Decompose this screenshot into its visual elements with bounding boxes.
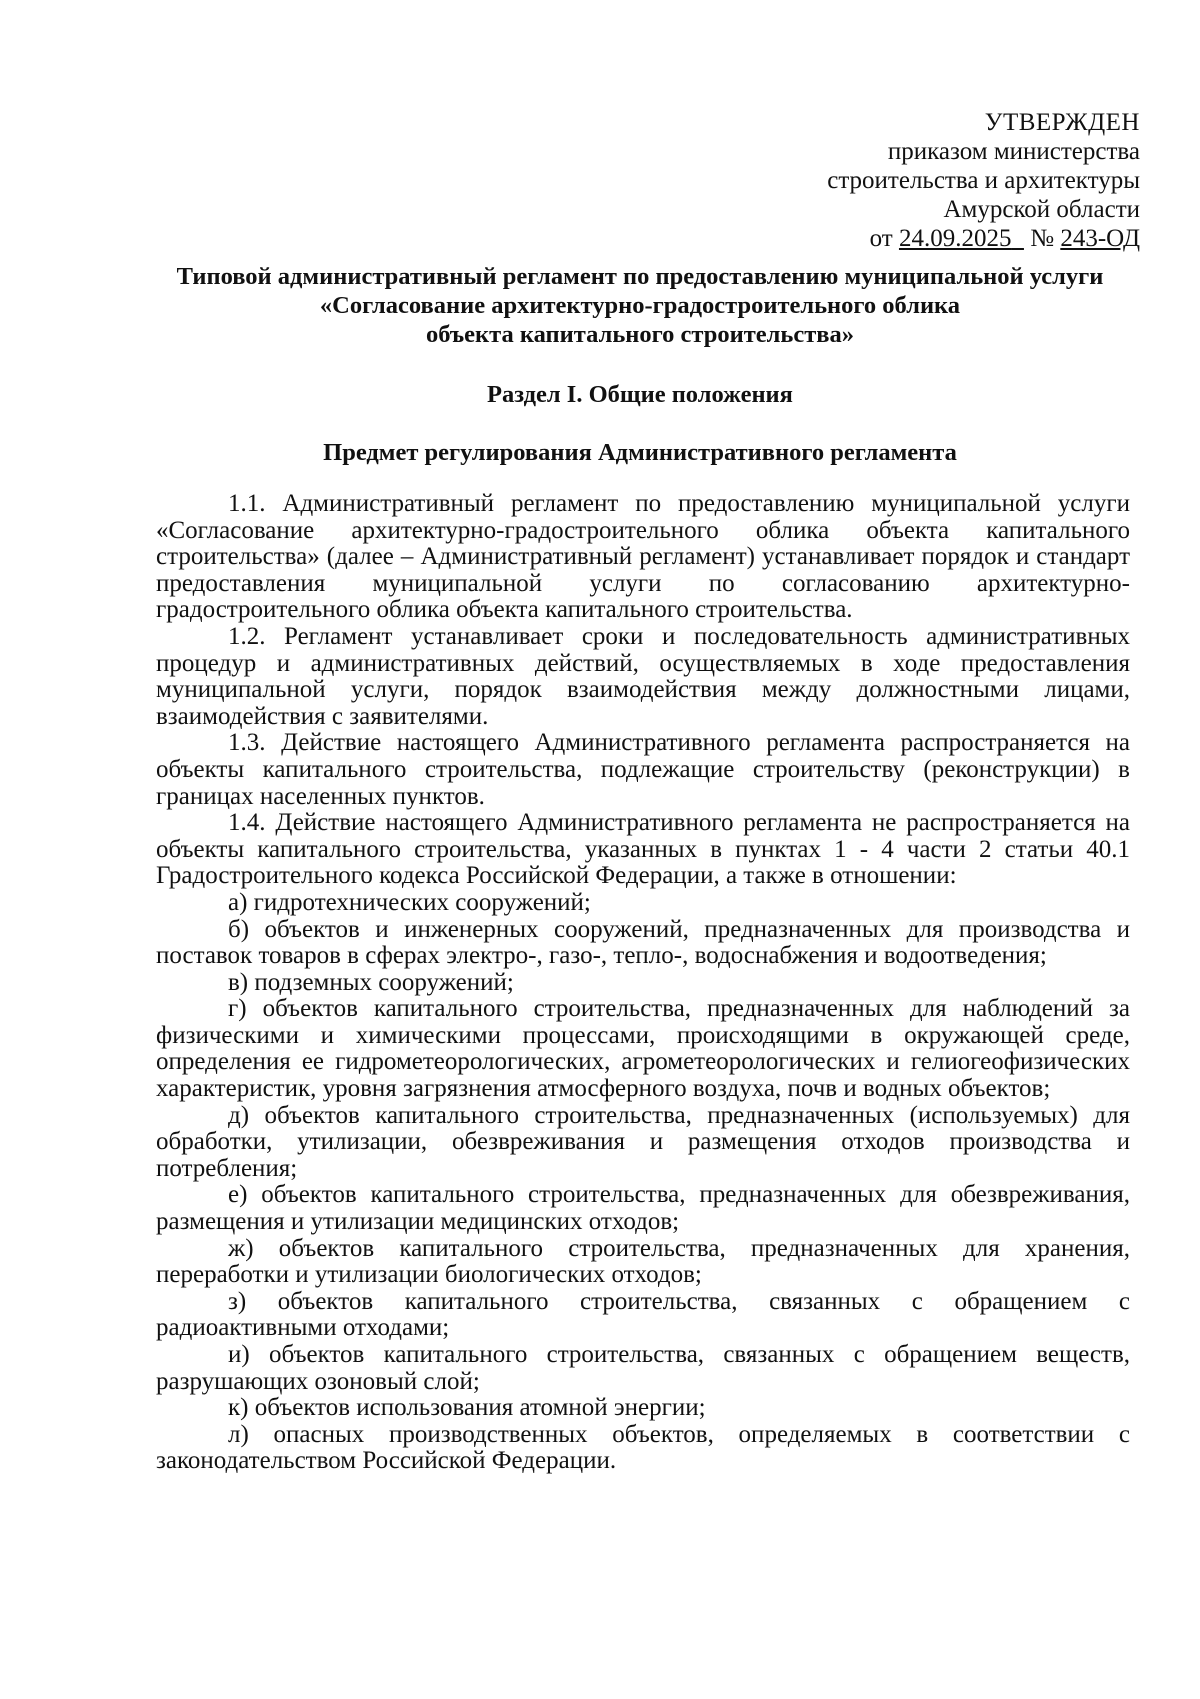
- approval-heading: УТВЕРЖДЕН: [984, 109, 1140, 136]
- approval-line-1: приказом министерства: [887, 138, 1140, 165]
- from-label: от: [869, 225, 893, 252]
- paragraph-1-4: 1.4. Действие настоящего Административного регламента не распространяется на объекты капитального строительства, указанных в пунктах 1 - 4 части 2 статьи 40.1 Градостроительного кодекса Российской Федерации, а также в отношении:: [156, 809, 1130, 890]
- approval-line-3: Амурской области: [943, 196, 1140, 223]
- list-item-b: б) объектов и инженерных сооружений, предназначенных для производства и поставок товаров в сферах электро-, газо-, тепло-, водоснабжения и водоотведения;: [156, 915, 1130, 970]
- list-item-e: е) объектов капитального строительства, предназначенных для обезвреживания, размещения и утилизации медицинских отходов;: [156, 1181, 1130, 1236]
- date-underline-gap: [1011, 225, 1024, 252]
- subject-title: Предмет регулирования Административного регламента: [323, 439, 957, 466]
- paragraph-1-3: 1.3. Действие настоящего Административного регламента распространяется на объекты капитального строительства, подлежащие строительству (реконструкции) в границах населенных пунктов.: [156, 729, 1130, 810]
- list-item-g: г) объектов капитального строительства, предназначенных для наблюдений за физическими и химическими процессами, происходящими в окружающей среде, определения ее гидрометеорологических, агрометеорологических и гелиогеофизических характеристик, уровня загрязнения атмосферного воздуха, почв и водных объектов;: [156, 995, 1130, 1103]
- list-item-d: д) объектов капитального строительства, предназначенных (используемых) для обработки, утилизации, обезвреживания и размещения отходов производства и потребления;: [156, 1101, 1130, 1182]
- list-item-z: з) объектов капитального строительства, связанных с обращением с радиоактивными отходами;: [156, 1287, 1130, 1342]
- paragraph-1-1: 1.1. Административный регламент по предоставлению муниципальной услуги «Согласование архитектурно-градостроительного облика объекта капитального строительства» (далее – Административный регламент) устанавливает порядок и стандарт предоставления муниципальной услуги по согласованию архитектурно-градостроительного облика объекта капитального строительства.: [156, 490, 1130, 624]
- document-title: [150, 262, 1130, 349]
- approval-line-2: строительства и архитектуры: [827, 167, 1140, 194]
- approval-date-number: [827, 224, 1140, 253]
- approval-number: 243-ОД: [1060, 225, 1140, 252]
- number-label: №: [1030, 225, 1055, 252]
- paragraph-1-2: 1.2. Регламент устанавливает сроки и последовательность административных процедур и административных действий, осуществляемых в ходе предоставления муниципальной услуги, порядок взаимодействия между должностными лицами, взаимодействия с заявителями.: [156, 622, 1130, 730]
- approval-date: 24.09.2025: [898, 225, 1012, 252]
- document-body: [156, 491, 1130, 1475]
- list-item-l: л) опасных производственных объектов, определяемых в соответствии с законодательством Российской Федерации.: [156, 1420, 1130, 1475]
- title-line-2: «Согласование архитектурно-градостроительного облика: [319, 292, 961, 319]
- list-item-k: к) объектов использования атомной энергии;: [228, 1394, 706, 1422]
- section-title: Раздел I. Общие положения: [487, 381, 793, 408]
- list-item-v: в) подземных сооружений;: [228, 968, 514, 996]
- list-item-a: а) гидротехнических сооружений;: [228, 888, 591, 916]
- approval-stamp: [827, 108, 1140, 253]
- list-item-zh: ж) объектов капитального строительства, предназначенных для хранения, переработки и утилизации биологических отходов;: [156, 1234, 1130, 1289]
- title-line-1: Типовой административный регламент по предоставлению муниципальной услуги: [176, 263, 1104, 290]
- list-item-i: и) объектов капитального строительства, связанных с обращением веществ, разрушающих озоновый слой;: [156, 1341, 1130, 1395]
- title-line-3: объекта капитального строительства»: [426, 321, 854, 348]
